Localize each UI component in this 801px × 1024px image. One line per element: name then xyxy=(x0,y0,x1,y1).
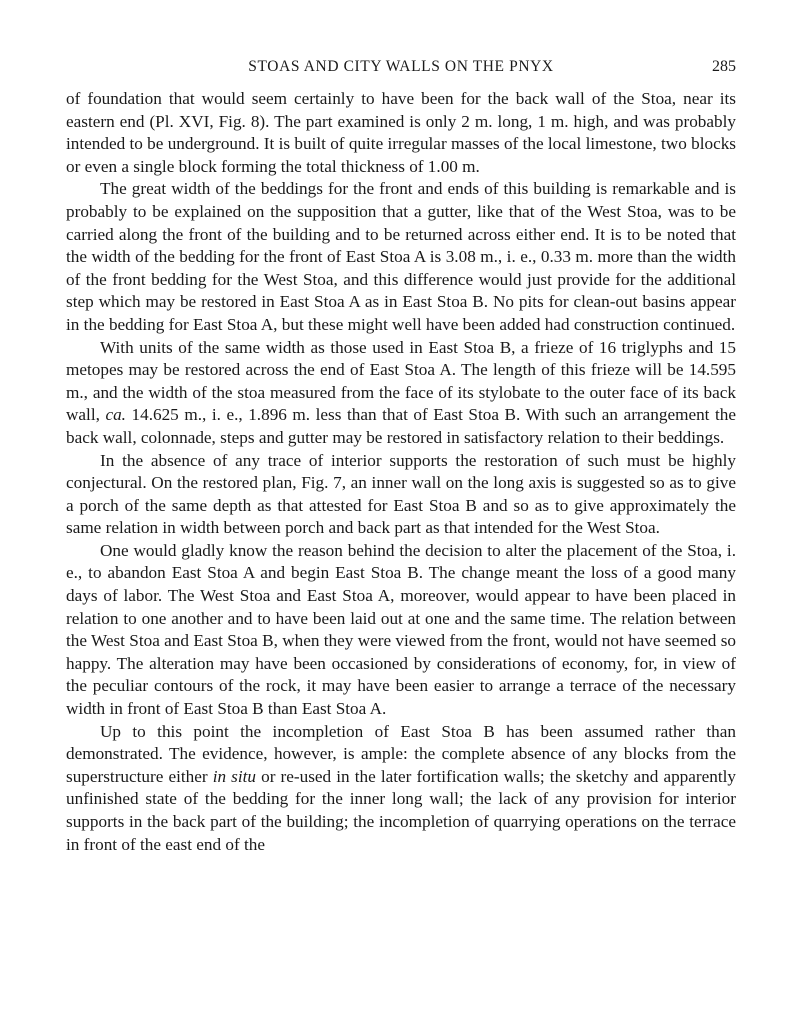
paragraph-6-italic-in-situ: in situ xyxy=(212,766,257,786)
running-title: STOAS AND CITY WALLS ON THE PNYX xyxy=(248,58,554,75)
running-head xyxy=(66,52,736,78)
paragraph-6 xyxy=(66,721,736,857)
page xyxy=(66,52,736,856)
paragraph-4: In the absence of any trace of interior supports the restoration of such must be highly conjectural. On the restored plan, Fig. 7, an inner wall on the long axis is suggested so as to give a porch of the same depth as that attested for East Stoa B and so as to give approximately the same relation in width between porch and back part as that intended for the West Stoa. xyxy=(66,450,736,538)
paragraph-2: The great width of the beddings for the front and ends of this building is remarkable and is probably to be explained on the supposition that a gutter, like that of the West Stoa, was to be carried along the front of the building and to be returned across either end. It is to be noted that the width of the bedding for the front of East Stoa A is 3.08 m., i. e., 0.33 m. more than the width of the front bedding for the West Stoa, and this difference would just provide for the additional step which may be restored in East Stoa A as in East Stoa B. No pits for clean-out basins appear in the bedding for East Stoa A, but these might well have been added had construction continued. xyxy=(66,179,736,334)
paragraph-5: One would gladly know the reason behind the decision to alter the placement of the Stoa, i. e., to abandon East Stoa A and begin East Stoa B. The change meant the loss of a good many days of labor. The West Stoa and East Stoa A, moreover, would appear to have been placed in relation to one another and to have been laid out at one and the same time. The relation between the West Stoa and East Stoa B, when they were viewed from the front, would not have seemed so happy. The alteration may have been occasioned by considerations of economy, for, in view of the peculiar contours of the rock, it may have been easier to arrange a terrace of the necessary width in front of East Stoa B than East Stoa A. xyxy=(66,540,736,719)
body-text xyxy=(66,88,736,856)
paragraph-1: of foundation that would seem certainly to have been for the back wall of the Stoa, near its eastern end (Pl. XVI, Fig. 8). The part examined is only 2 m. long, 1 m. high, and was probably intended to be underground. It is built of quite irregular masses of the local limestone, two blocks or even a single block forming the total thickness of 1.00 m. xyxy=(66,89,736,176)
paragraph-3-part-2: 14.625 m., i. e., 1.896 m. less than that of East Stoa B. With such an arrangement the back wall, colonnade, steps and gutter may be restored in satisfactory relation to their beddings. xyxy=(66,405,736,447)
paragraph-6-part-2: or re-used in the later fortification walls; the sketchy and apparently unfinished state of the bedding for the inner long wall; the lack of any provision for interior supports in the back part of the building; the incompletion of quarrying operations on the terrace in front of the east end of the xyxy=(66,766,736,854)
paragraph-3 xyxy=(66,337,736,450)
paragraph-3-part-1: With units of the same width as those used in East Stoa B, a frieze of 16 triglyphs and 15 metopes may be restored across the end of East Stoa A. The length of this frieze will be 14.595 m., and the width of the stoa measured from the face of its stylobate to the outer face of its back wall, xyxy=(66,337,736,425)
paragraph-6-part-1: Up to this point the incompletion of East Stoa B has been assumed rather than demonstrated. The evidence, however, is ample: the complete absence of any blocks from the superstructure either xyxy=(66,721,736,786)
page-number: 285 xyxy=(712,58,736,75)
paragraph-3-italic-ca: ca. xyxy=(105,405,126,425)
